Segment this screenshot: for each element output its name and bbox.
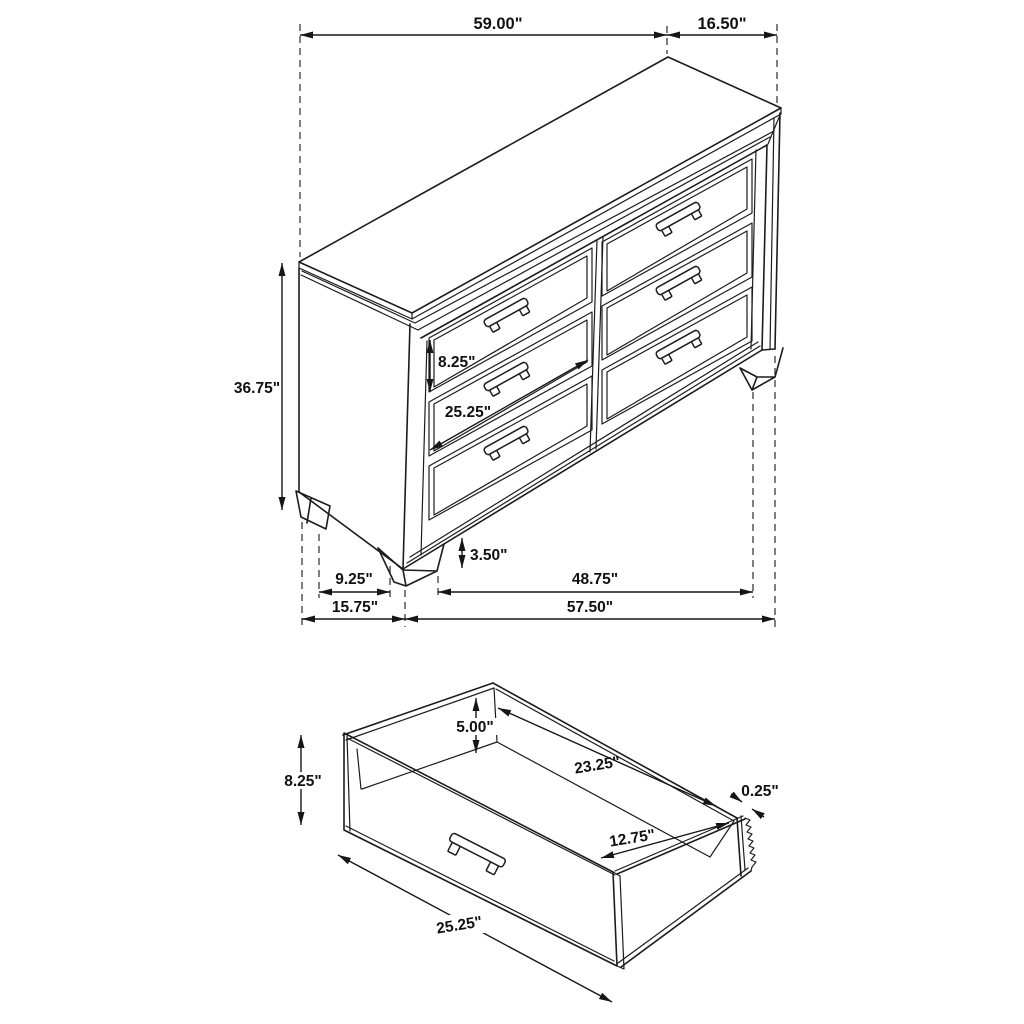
dresser-top-face: [299, 57, 781, 313]
drawer-box: [343, 683, 756, 969]
drawer-front: [602, 159, 752, 296]
dresser-dimensions: [282, 35, 777, 619]
dresser-dimension-labels: [234, 15, 747, 616]
drawer-handle-icon: [655, 329, 704, 365]
drawer-handle-icon: [483, 361, 532, 397]
drawer-dimensions: [301, 698, 764, 1002]
dim-width-label: 59.00": [473, 15, 523, 33]
dim-drawer-height-label: 8.25": [284, 773, 322, 790]
dresser-foot: [296, 491, 330, 529]
dovetail-joint: [741, 816, 756, 871]
drawer-front: [602, 287, 752, 424]
drawer-handle-icon: [483, 297, 532, 333]
dim-interior-length-label: 23.25": [573, 753, 622, 778]
dim-feet-gap-label: 9.25": [335, 571, 373, 588]
dresser-case: [299, 57, 781, 569]
dim-thickness-label: 0.25": [741, 783, 779, 800]
dim-foot-height-label: 3.50": [470, 547, 508, 564]
drawer-front: [602, 223, 752, 360]
dresser-feet: [296, 348, 783, 586]
drawer-figure: [280, 683, 779, 1002]
drawer-front: [429, 376, 592, 520]
drawer-dimension-labels: [280, 718, 779, 938]
dim-feet-span-total-label: 57.50": [566, 599, 614, 616]
drawer-handle-icon: [444, 832, 506, 876]
dim-drawer-front-height-label: 8.25": [438, 354, 476, 371]
dim-drawer-width-label: 25.25": [435, 913, 484, 938]
drawer-handle-icon: [655, 201, 704, 237]
dim-feet-span-right-label: 48.75": [571, 571, 619, 588]
dresser-figure: [234, 15, 783, 627]
dim-side-height-label: 5.00": [456, 719, 494, 736]
dim-left-section-label: 15.75": [331, 599, 379, 616]
dim-interior-depth-label: 12.75": [608, 826, 657, 851]
dim-height-label: 36.75": [233, 380, 281, 397]
drawer-handle-icon: [655, 265, 704, 301]
dim-drawer-front-width-label: 25.25": [444, 404, 492, 421]
dim-depth-label: 16.50": [697, 15, 747, 33]
drawer-handle-icon: [483, 425, 532, 461]
dresser-extension-lines: [300, 24, 777, 627]
